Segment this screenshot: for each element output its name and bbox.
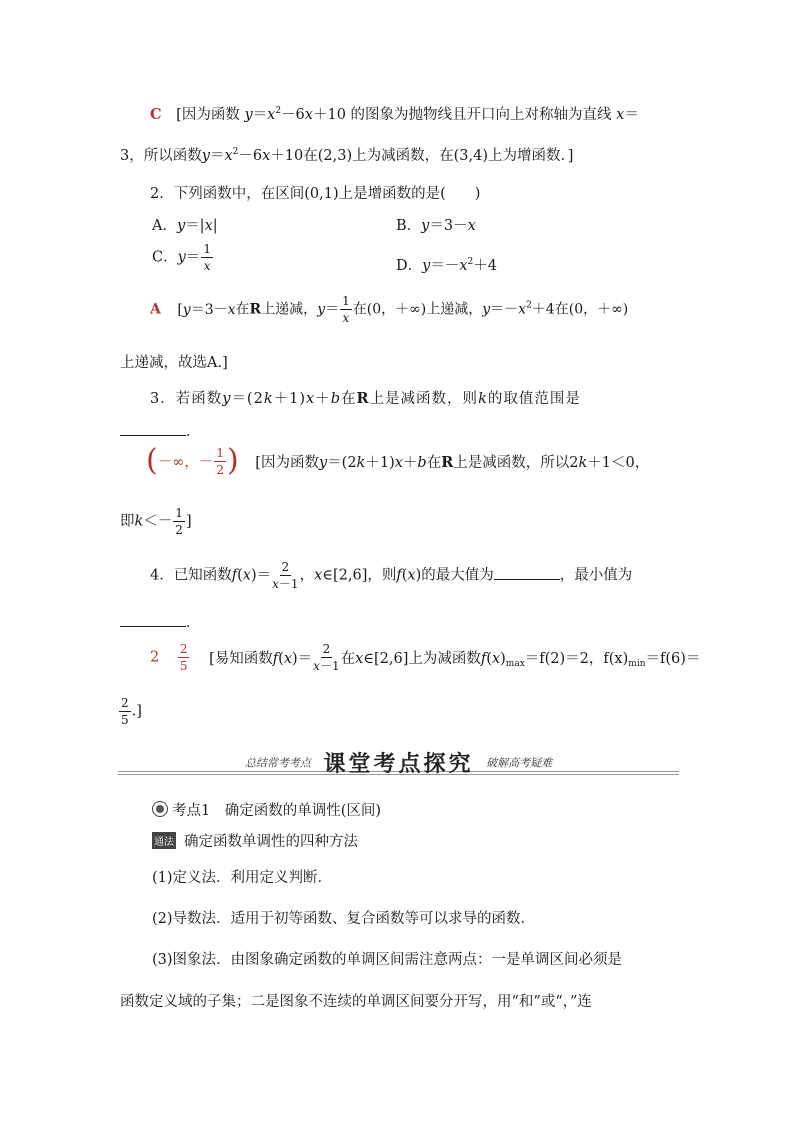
- question-4-stem: 4．已知函数f(x)＝ $\frac{2}{x-1}$ ，x∈[2,6]，则f(x)的最大值为 ，最小值为: [150, 560, 633, 591]
- method-heading: 通法 确定函数单调性的四种方法: [154, 834, 358, 850]
- answer-letter: C: [150, 106, 162, 123]
- section-banner: 总结常考考点 课堂考点探究 破解高考疑难: [244, 752, 553, 777]
- question-3-stem: 3．若函数y＝(2k＋1)x＋b在R上是减函数，则k的取值范围是: [150, 390, 581, 407]
- option-c: C．y＝ $\frac{1}{x}$: [152, 242, 211, 273]
- answer-3-line-2: 即k＜－ $\frac{1}{2}$ ]: [120, 506, 192, 537]
- answer-4-line-1: 2 $\frac{2}{5}$ [易知函数f(x)＝ $\frac{2}{x-1}$ 在x∈[2,6]上为减函数$f(x)_{max}=f(2)=2$，$f(x)_{min}=f(6)=$: [150, 642, 701, 673]
- question-3-blank-line: ．: [120, 420, 201, 441]
- method-1: (1)定义法．利用定义判断．: [152, 870, 333, 886]
- answer-min: $\frac{2}{5}$: [179, 642, 188, 673]
- kaodian-heading: 考点1 确定函数的单调性(区间): [152, 799, 381, 820]
- answer-1-line-1: C [因为函数 $y=x^2-6x+10$ 的图象为抛物线且开口向上对称轴为直线 x＝: [150, 106, 639, 123]
- section-title: 课堂考点探究: [323, 752, 474, 777]
- answer-blank-min: [120, 614, 186, 627]
- option-b: B．y＝3－x: [396, 218, 476, 234]
- question-2-stem: 2．下列函数中，在区间(0,1)上是增函数的是( ): [150, 186, 481, 202]
- option-a: A．y＝|x|: [152, 218, 218, 234]
- method-2: (2)导数法．适用于初等函数、复合函数等可以求导的函数．: [152, 911, 536, 927]
- method-3-line-2: 函数定义域的子集；二是图象不连续的单调区间要分开写，用“和”或“，”连: [120, 994, 592, 1010]
- answer-3-line-1: (－∞，－ $\frac{1}{2}$ ) [因为函数y＝(2k＋1)x＋b在R上是减函数，所以2k＋1＜0，: [146, 443, 650, 478]
- answer-1-line-2: 3，所以函数$y=x^2-6x+10$在(2,3)上为减函数，在(3,4)上为增函数．]: [120, 147, 574, 164]
- answer-blank-max: [494, 567, 560, 580]
- answer-2-line-2: 上递减，故选A.]: [120, 355, 228, 371]
- answer-4-line-2: $\frac{2}{5}$ .]: [121, 696, 142, 727]
- answer-blank: [120, 423, 186, 436]
- method-tag: 通法: [152, 832, 176, 849]
- method-3-line-1: (3)图象法．由图象确定函数的单调区间需注意两点：一是单调区间必须是: [152, 952, 623, 968]
- answer-max: 2: [150, 649, 160, 666]
- question-4-blank-line: ．: [120, 611, 201, 632]
- circle-bullet-icon: [152, 801, 168, 817]
- answer-2-line-1: A [y＝3－x在R上递减，y＝ $\frac{1}{x}$ 在(0，＋∞)上递减，$y=-x^2+4$在(0，＋∞): [150, 294, 629, 325]
- answer-letter: A: [150, 301, 161, 318]
- option-d: D．$y=-x^2+4$: [396, 257, 497, 274]
